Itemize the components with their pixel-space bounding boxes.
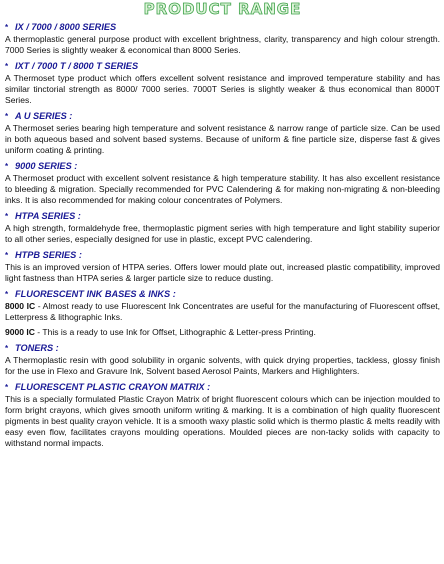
- ink-item-9000-ic: [5, 327, 440, 338]
- section-9000-series: [5, 160, 440, 206]
- section-heading: [5, 210, 440, 223]
- section-description: A high strength, formaldehyde free, thermoplastic pigment series with high temperature and light stability superior to all other series, especially designed for use in plastic, except PVC calendering.: [5, 223, 440, 244]
- section-heading: [5, 21, 440, 34]
- section-fluorescent-inks: [5, 288, 440, 338]
- section-heading: [5, 249, 440, 262]
- section-heading-text: FLUORESCENT PLASTIC CRAYON MATRIX :: [15, 382, 211, 392]
- ink-item-8000-ic: [5, 301, 440, 323]
- section-heading-text: HTPB SERIES :: [15, 250, 82, 260]
- bullet-star-icon: *: [5, 212, 9, 221]
- section-heading-text: A U SERIES :: [15, 111, 73, 121]
- section-heading: [5, 160, 440, 173]
- section-crayon-matrix: [5, 381, 440, 449]
- section-heading-text: TONERS :: [15, 343, 59, 353]
- section-heading: [5, 381, 440, 394]
- section-htpb-series: [5, 249, 440, 284]
- section-heading-text: FLUORESCENT INK BASES & INKS :: [15, 289, 176, 299]
- section-heading-text: HTPA SERIES :: [15, 211, 81, 221]
- bullet-star-icon: *: [5, 251, 9, 260]
- section-description: A Thermoset series bearing high temperature and solvent resistance & narrow range of particle size. Can be used in both aqueous based and solvent based systems. Because of uniform & fine particle size, disperse fast & gives uniform coating & printing.: [5, 123, 440, 155]
- ink-item-code: 8000 IC: [5, 301, 36, 311]
- section-heading: [5, 342, 440, 355]
- bullet-star-icon: *: [5, 290, 9, 299]
- section-heading: [5, 110, 440, 123]
- section-heading-text: IX / 7000 / 8000 SERIES: [15, 22, 117, 32]
- ink-item-description: - Almost ready to use Fluorescent Ink Concentrates are useful for the manufacturing of Fluorescent offset, Letterpress & lithographic Inks.: [5, 301, 441, 322]
- section-ixt-series: [5, 60, 440, 106]
- section-description: This is a specially formulated Plastic Crayon Matrix of bright fluorescent colours which can be injection moulded to form bright crayons, which gives smooth uniform writing & marking. It is a combination of high quality fluorescent pigments in best quality crayon vehicle. It is a smooth waxy plastic solid which is thermo plastic & melts readily with easy even flow, facilitates crayons moulding operations. Moulded pieces are non-tacky solids with capacity to withstand normal impacts.: [5, 394, 440, 448]
- bullet-star-icon: *: [5, 23, 9, 32]
- bullet-star-icon: *: [5, 383, 9, 392]
- section-description: A thermoplastic general purpose product with excellent brightness, clarity, transparency and high colour strength. 7000 Series is slightly weaker & economical than 8000 Series.: [5, 34, 440, 55]
- bullet-star-icon: *: [5, 344, 9, 353]
- bullet-star-icon: *: [5, 162, 9, 171]
- section-description: A Thermoset product with excellent solvent resistance & high temperature stability. It has also excellent resistance to bleeding & migration. Specially recommended for PVC Calendering & for making non-migrating & non-bleeding inks. It is also recommended for making colour concentrates of Polymers.: [5, 173, 440, 205]
- section-heading: [5, 288, 440, 301]
- page-title: PRODUCT RANGE: [143, 0, 302, 18]
- ink-item-code: 9000 IC: [5, 327, 35, 337]
- section-heading-text: 9000 SERIES :: [15, 161, 78, 171]
- section-ix-series: [5, 21, 440, 56]
- section-htpa-series: [5, 210, 440, 245]
- section-description: This is an improved version of HTPA series. Offers lower mould plate out, increased plastic compatibility, improved light fastness than HTPA series & larger particle size to reduce dusting.: [5, 262, 440, 283]
- bullet-star-icon: *: [5, 112, 9, 121]
- section-heading-text: IXT / 7000 T / 8000 T SERIES: [15, 61, 139, 71]
- section-au-series: [5, 110, 440, 156]
- ink-item-description: - This is a ready to use Ink for Offset, Lithographic & Letter-press Printing.: [34, 327, 316, 337]
- section-toners: [5, 342, 440, 377]
- section-description: A Thermoset type product which offers excellent solvent resistance and improved temperature stability and has similar tinctorial strength as 8000/ 7000 series. 7000T Series is slightly weaker & thus economical than 8000T Series.: [5, 73, 440, 105]
- section-description: A Thermoplastic resin with good solubility in organic solvents, with quick drying properties, tackless, glossy finish for the use in Flexo and Gravure Ink, Solvent based Aerosol Paints, Markers and Highlighters.: [5, 355, 440, 376]
- section-heading: [5, 60, 440, 73]
- bullet-star-icon: *: [5, 62, 9, 71]
